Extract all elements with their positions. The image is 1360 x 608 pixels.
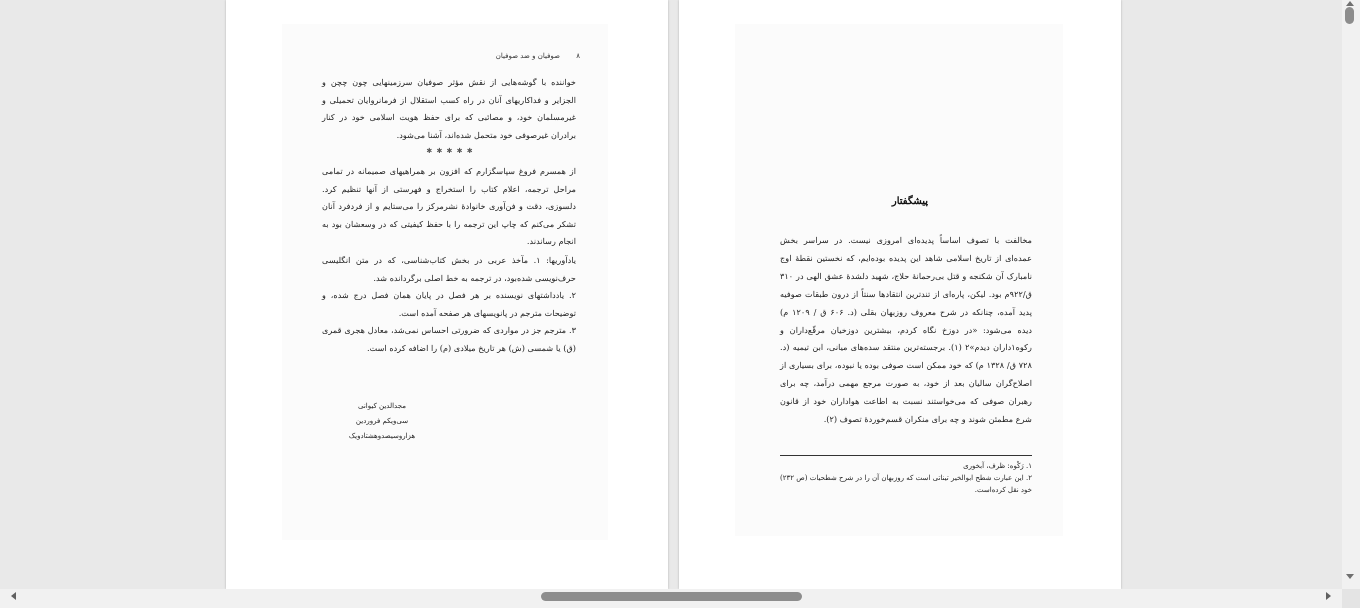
vertical-scroll-thumb[interactable] (1345, 7, 1354, 24)
header-title: صوفیان و ضد صوفیان (495, 52, 560, 60)
scroll-down-arrow-icon[interactable] (1346, 574, 1354, 579)
notes-heading: یادآوریها: (546, 255, 576, 265)
foreword-title: پیشگفتار (891, 196, 929, 207)
translator-signature (322, 399, 442, 444)
footnotes (780, 460, 1032, 496)
scroll-up-arrow-icon[interactable] (1346, 1, 1354, 6)
notes-section (322, 252, 576, 358)
signature-date-day: سی‌ویکم فروردین (355, 417, 409, 425)
header-page-number: ۸ (576, 52, 580, 60)
scroll-right-arrow-icon[interactable] (1326, 592, 1331, 600)
foreword-body: مخالفت با تصوف اساساً پدیده‌ای امروزی نیست. در سراسر بخش عمده‌ای از تاریخ اسلامی شاهد این پدیده بوده‌ایم، که نخستین نقطهٔ اوج نامبارک آن شکنجه و قتل بی‌رحمانهٔ حلاج، شهید دلشدهٔ عشق الهی در ۳۱۰ ق/۹۲۲م بود. لیکن، پاره‌ای از تندترین انتقادها سنتاً از درون طبقات صوفیه پدید آمده، چنانکه در شرح معروف روزبهان بقلی (د. ۶۰۶ ق / ۱۲۰۹ م) دیده می‌شود: «در دوزخ نگاه کردم، بیشترین دوزخیان مرقّع‌داران و رکوه۱داران دیدم»۲ (۱). برجسته‌ترین منتقد سده‌های میانی، ابن تیمیه (د. ۷۲۸ ق/ ۱۳۲۸ م) که خود ممکن است صوفی بوده یا نبوده، برای بسیاری از اصلاح‌گران سالیان بعد از خود، به صورت مرجع مهمی درآمد، چه برای رهبران صوفی که می‌خواستند نسبت به اطاعت هواداران خود از قانون شرع مطمئن شوند و چه برای منکران قسم‌خوردهٔ تصوف (۲). (780, 235, 1033, 425)
signature-date-year: هزاروسیصدوهشتادویک (348, 432, 416, 440)
scroll-left-arrow-icon[interactable] (11, 592, 16, 600)
footnote-divider (780, 455, 1032, 456)
note-1: ۱. مآخذ عربی در بخش کتاب‌شناسی، که در متن انگلیسی حرف‌نویسی شده‌بود، در ترجمه به خط اصلی برگردانده شد. (322, 255, 576, 283)
signature-name: مجدالدین کیوانی (358, 402, 406, 410)
horizontal-scroll-thumb[interactable] (541, 592, 802, 601)
note-3: ۳. مترجم جز در مواردی که ضرورتی احساس نمی‌شد، معادل هجری قمری (ق) یا شمسی (ش) هر تاریخ میلادی (م) را اضافه کرده است. (322, 325, 576, 353)
vertical-scrollbar[interactable] (1342, 0, 1360, 589)
paragraph-1: خواننده با گوشه‌هایی از نقش مؤثر صوفیان سرزمینهایی چون چچن و الجزایر و فداکاریهای آنان در راه کسب استقلال از فرمانروایان تحمیلی و غیرمسلمان خود، و مصائبی که برای حفظ هویت اسلامی خود در کنار برادران غیرصوفی خود متحمل شده‌اند، آشنا می‌شود. (322, 77, 576, 140)
footnote-2: ۲. این عبارت شطح ابوالخیر تیناتی است که روزبهان آن را در شرح شطحیات (ص ۲۳۲) خود نقل کرده‌است. (780, 474, 1032, 494)
scrollbar-corner (1342, 589, 1360, 608)
paragraph-2: از همسرم فروغ سپاسگزارم که افزون بر همراهیهای صمیمانه در تمامی مراحل ترجمه، اعلام کتاب را استخراج و فهرستی از آنها تنظیم کرد. دلسوزی، دقت و فن‌آوری خانوادهٔ نشرمرکز را می‌ستایم و از فردفرد آنان تشکر می‌کنم که چاپ این ترجمه را با حفظ کیفیتی که در وسعشان بود به انجام رساندند. (322, 166, 576, 247)
section-separator: ✱ ✱ ✱ ✱ ✱ (426, 147, 474, 155)
note-2: ۲. یادداشتهای نویسنده بر هر فصل در پایان همان فصل درج شده، و توضیحات مترجم در پانویسهای هر صفحه آمده است. (322, 290, 576, 318)
footnote-1: ۱. رَکْوه: ظرف، آبخوری (963, 462, 1032, 470)
